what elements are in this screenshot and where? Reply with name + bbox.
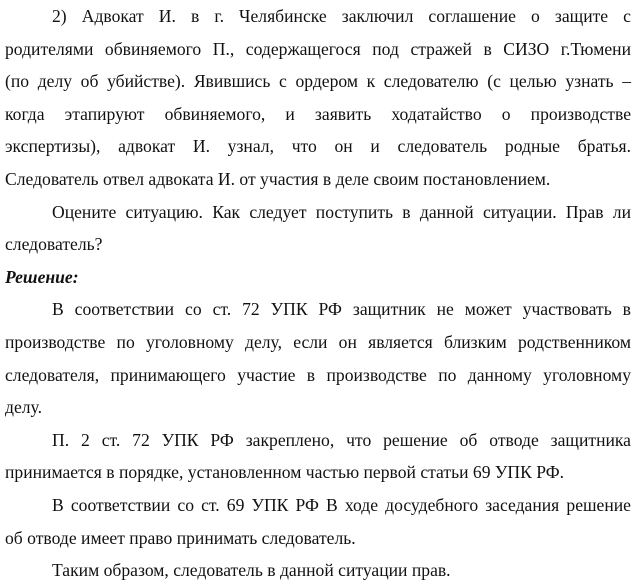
p3-line-1: В соответствии со ст. 69 УПК РФ В ходе досудебного заседания решение xyxy=(52,494,631,515)
document-page xyxy=(5,0,631,587)
p1-line-3: следователя, принимающего участие в производстве по данному уголовному xyxy=(5,364,631,385)
p2-line-1: П. 2 ст. 72 УПК РФ закреплено, что решение об отводе защитника xyxy=(52,429,631,450)
p1-line-1: В соответствии со ст. 72 УПК РФ защитник не может участвовать в xyxy=(52,299,631,320)
solution-heading: Решение: xyxy=(5,266,79,287)
task-line-2: родителями обвиняемого П., содержащегося под стражей в СИЗО г.Тюмени xyxy=(5,38,631,59)
conclusion-paragraph: Таким образом, следователь в данной ситуации прав. xyxy=(52,560,451,581)
p1-line-2: производстве по уголовному делу, если он является близким родственником xyxy=(5,331,631,352)
task-line-1: 2) Адвокат И. в г. Челябинске заключил соглашение о защите с xyxy=(52,6,631,26)
task-line-4: когда этапируют обвиняемого, и заявить ходатайство о производстве xyxy=(5,103,631,124)
task-line-3: (по делу об убийстве). Явившись с ордером к следователю (с целью узнать – xyxy=(5,71,631,92)
solution-paragraph-1 xyxy=(5,293,631,423)
p1-line-4: делу. xyxy=(5,397,42,418)
task-paragraph xyxy=(5,0,631,196)
p3-line-2: об отводе имеет право принимать следователь. xyxy=(5,527,356,548)
question-paragraph xyxy=(5,196,631,261)
task-line-5: экспертизы), адвокат И. узнал, что он и следователь родные братья. xyxy=(5,136,631,157)
p2-line-2: принимается в порядке, установленном частью первой статьи 69 УПК РФ. xyxy=(5,462,564,483)
question-line-2: следователь? xyxy=(5,234,103,255)
task-line-6: Следователь отвел адвоката И. от участия в деле своим постановлением. xyxy=(5,168,551,189)
solution-paragraph-3 xyxy=(5,489,631,554)
question-line-1: Оцените ситуацию. Как следует поступить в данной ситуации. Прав ли xyxy=(52,201,631,222)
solution-paragraph-2 xyxy=(5,424,631,489)
